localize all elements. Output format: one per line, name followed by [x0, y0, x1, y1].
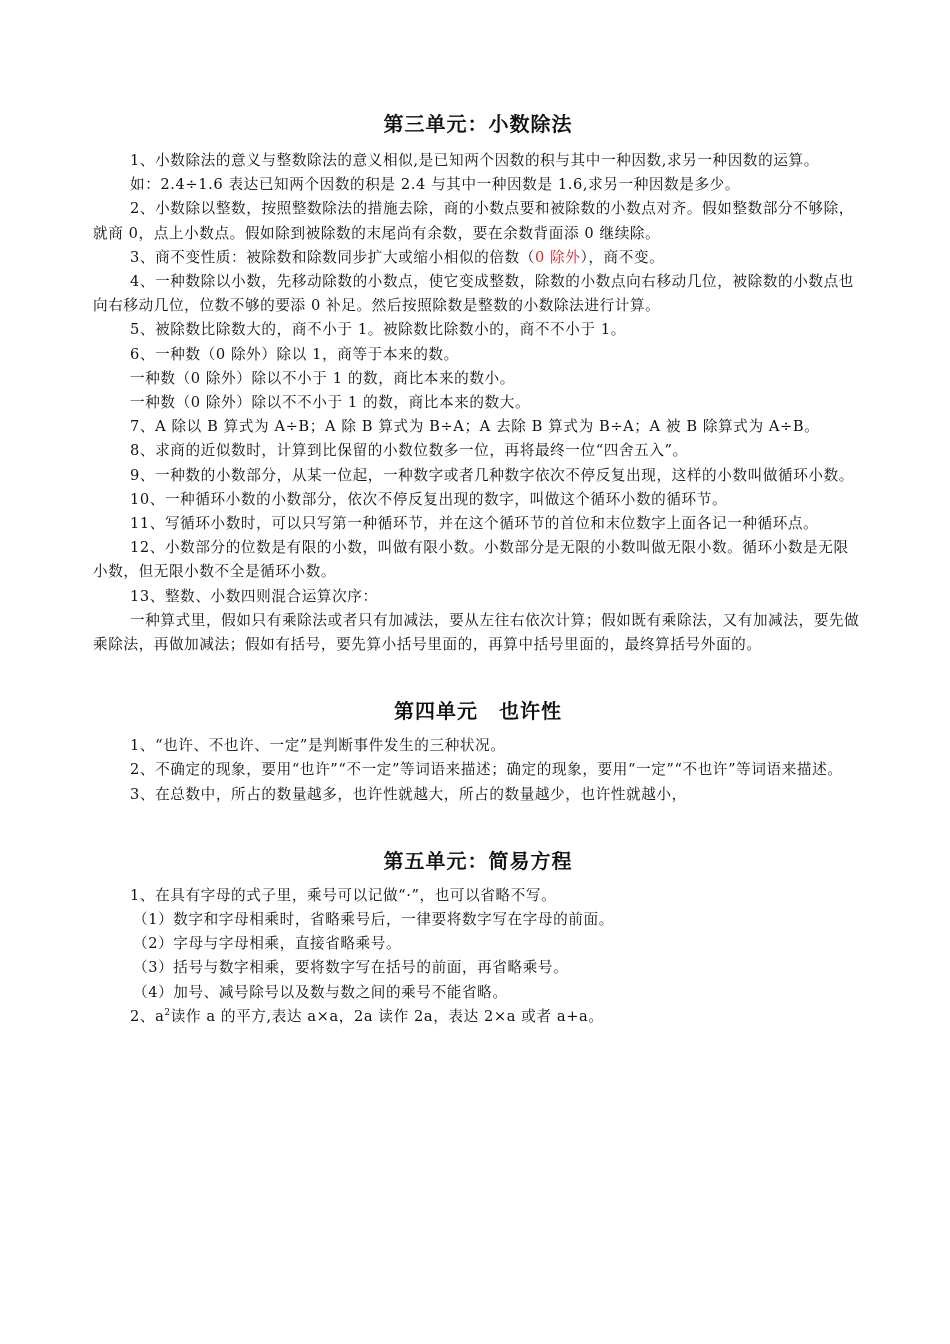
unit3-paragraph-5: 5、被除数比除数大的，商不小于 1。被除数比除数小的，商不不小于 1。 — [130, 321, 626, 339]
unit4-paragraph-2: 2、不确定的现象，要用“也许”“不一定”等词语来描述；确定的现象，要用“一定”“不也许”等词语来描述。 — [130, 761, 843, 779]
document-content — [93, 108, 863, 1029]
unit5-p2-superscript: 2 — [164, 1008, 171, 1019]
unit3-paragraph-2: 2、小数除以整数，按照整数除法的措施去除，商的小数点要和被除数的小数点对齐。假如整数部分不够除，就商 0，点上小数点。假如除到被除数的末尾尚有余数，要在余数背面添 0 继续除。 — [93, 200, 854, 242]
unit3-p3-text-b: ），商不变。 — [580, 248, 665, 266]
unit4-section — [93, 695, 863, 807]
unit3-title: 第三单元：小数除法 — [383, 112, 573, 136]
unit5-sub-item-4: （4）加号、减号除号以及数与数之间的乘号不能省略。 — [133, 983, 508, 1001]
unit5-p2-text-b: 读作 a 的平方,表达 a×a，2a 读作 2a，表达 2×a 或者 a+a。 — [170, 1007, 604, 1025]
unit5-title: 第五单元：简易方程 — [383, 848, 573, 873]
unit3-paragraph-8: 8、求商的近似数时，计算到比保留的小数位数多一位，再将最终一位“四舍五入”。 — [130, 442, 688, 460]
unit3-p3-red-note: 0 除外 — [534, 248, 581, 266]
unit3-paragraph-9: 9、一种数的小数部分，从某一位起，一种数字或者几种数字依次不停反复出现，这样的小数叫做循环小数。 — [130, 466, 854, 484]
unit5-sub-item-1: （1）数字和字母相乘时，省略乘号后，一律要将数字写在字母的前面。 — [133, 911, 614, 929]
unit3-paragraph-11: 11、写循环小数时，可以只写第一种循环节，并在这个循环节的首位和末位数字上面各记一种循环点。 — [130, 515, 819, 533]
unit3-paragraph-10: 10、一种循环小数的小数部分，依次不停反复出现的数字，叫做这个循环小数的循环节。 — [130, 490, 728, 508]
unit4-paragraph-1: 1、“也许、不也许、一定”是判断事件发生的三种状况。 — [130, 737, 506, 755]
unit3-paragraph-13: 13、整数、小数四则混合运算次序： — [130, 587, 378, 605]
unit4-title: 第四单元 也许性 — [394, 699, 562, 724]
unit3-paragraph-4: 4、一种数除以小数，先移动除数的小数点，使它变成整数，除数的小数点向右移动几位，被除数的小数点也向右移动几位，位数不够的要添 0 补足。然后按照除数是整数的小数除法进行计算。 — [93, 273, 854, 315]
unit5-paragraph-1: 1、在具有字母的式子里，乘号可以记做“·”，也可以省略不写。 — [130, 886, 557, 904]
unit3-paragraph-7: 7、A 除以 B 算式为 A÷B；A 除 B 算式为 B÷A；A 去除 B 算式为 B÷A；A 被 B 除算式为 A÷B。 — [130, 418, 820, 436]
unit3-paragraph-6c: 一种数（0 除外）除以不不小于 1 的数，商比本来的数大。 — [130, 394, 531, 412]
unit5-p2-text-a: 2、a — [130, 1007, 165, 1025]
unit3-paragraph-3 — [93, 246, 863, 270]
unit3-p3-text-a: 3、商不变性质：被除数和除数同步扩大或缩小相似的倍数（ — [130, 248, 535, 266]
unit3-paragraph-6: 6、一种数（0 除外）除以 1，商等于本来的数。 — [130, 345, 459, 363]
unit4-paragraph-3: 3、在总数中，所占的数量越多，也许性就越大，所占的数量越少，也许性就越小， — [130, 785, 687, 803]
unit5-section — [93, 845, 863, 1029]
unit3-section — [93, 108, 863, 657]
unit3-paragraph-6b: 一种数（0 除外）除以不小于 1 的数，商比本来的数小。 — [130, 369, 515, 387]
unit5-paragraph-2 — [93, 1005, 863, 1029]
unit5-sub-item-2: （2）字母与字母相乘，直接省略乘号。 — [133, 935, 402, 953]
unit3-paragraph-1: 1、小数除法的意义与整数除法的意义相似,是已知两个因数的积与其中一种因数,求另一种因数的运算。 — [130, 152, 819, 169]
unit3-example: 如：2.4÷1.6 表达已知两个因数的积是 2.4 与其中一种因数是 1.6,求另一种因数是多少。 — [130, 176, 741, 194]
unit3-paragraph-12: 12、小数部分的位数是有限的小数，叫做有限小数。小数部分是无限的小数叫做无限小数。循环小数是无限小数，但无限小数不全是循环小数。 — [93, 539, 849, 581]
unit3-paragraph-13b: 一种算式里，假如只有乘除法或者只有加减法，要从左往右依次计算；假如既有乘除法，又有加减法，要先做乘除法，再做加减法；假如有括号，要先算小括号里面的，再算中括号里面的，最终算括号外面的。 — [93, 611, 860, 654]
unit5-sub-item-3: （3）括号与数字相乘，要将数字写在括号的前面，再省略乘号。 — [133, 959, 569, 977]
